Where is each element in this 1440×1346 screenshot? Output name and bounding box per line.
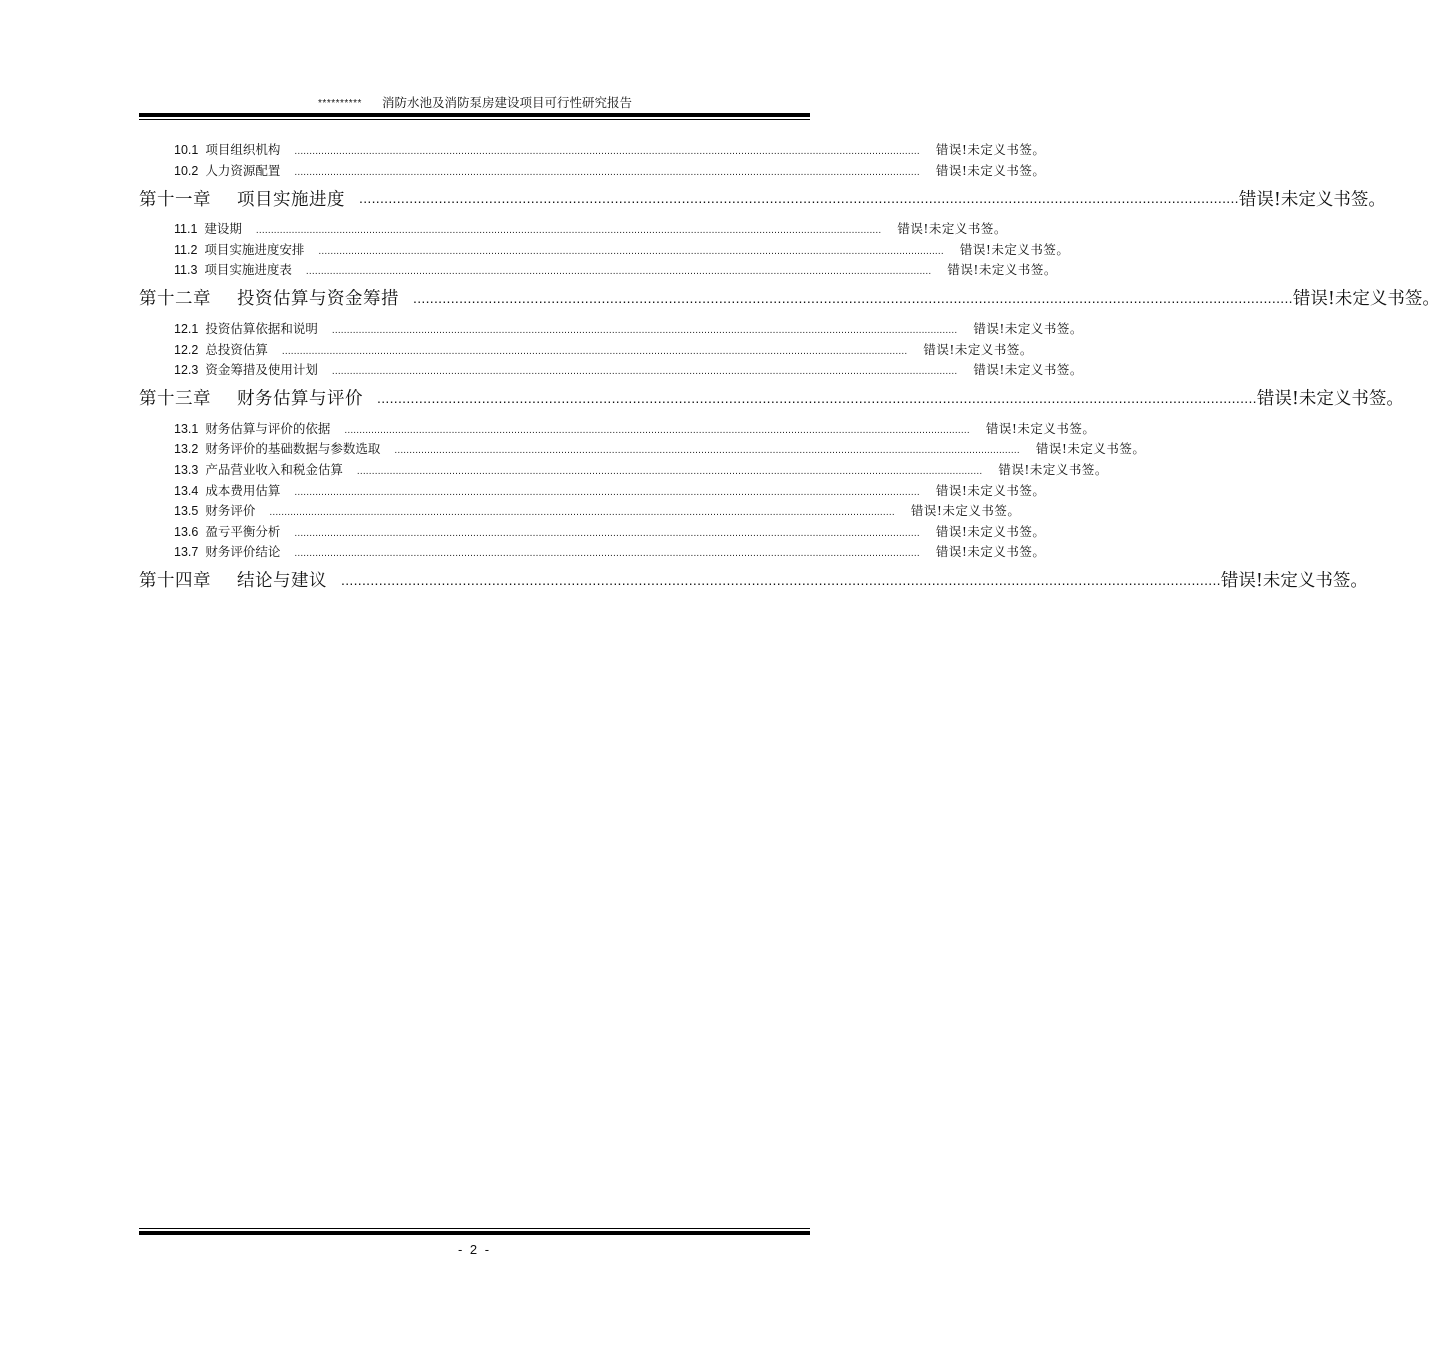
- toc-dot-leader: ..................................................................................................................................................................................................................: [294, 548, 920, 560]
- toc-dot-leader: ..................................................................................................................................................................................................................: [331, 324, 958, 336]
- toc-section-entry[interactable]: [139, 319, 1083, 340]
- toc-dot-leader: ..................................................................................................................................................................................................................: [269, 507, 895, 519]
- page-header: [140, 93, 810, 111]
- toc-entry-title: 项目组织机构: [205, 142, 281, 157]
- header-rule-thick: [139, 113, 810, 117]
- toc-chapter-entry[interactable]: [139, 181, 1386, 215]
- header-masked-name: **********: [318, 98, 362, 109]
- toc-entry-title: 项目实施进度安排: [204, 241, 305, 257]
- toc-dot-leader: ..................................................................................................................................................................................................................: [359, 190, 1239, 207]
- toc-entry-number: 10.2: [174, 163, 199, 178]
- page-number: - 2 -: [457, 1242, 492, 1257]
- toc-section-entry[interactable]: [139, 542, 1046, 563]
- toc-entry-title: 投资估算依据和说明: [205, 320, 318, 336]
- toc-dot-leader: ..................................................................................................................................................................................................................: [318, 245, 944, 257]
- toc-entry-page-ref: 错误!未定义书签。: [1035, 441, 1146, 457]
- toc-chapter-entry[interactable]: [139, 381, 1404, 415]
- toc-entry-number: 第十三章: [139, 389, 211, 410]
- toc-entry-page-ref: 错误!未定义书签。: [935, 482, 1046, 498]
- toc-dot-leader: ..................................................................................................................................................................................................................: [413, 289, 1293, 306]
- toc-entry-title: 财务评价的基础数据与参数选取: [205, 441, 381, 457]
- toc-dot-leader: ..................................................................................................................................................................................................................: [294, 146, 920, 157]
- toc-entry-page-ref: 错误!未定义书签。: [897, 221, 1007, 237]
- toc-entry-page-ref: 错误!未定义书签。: [985, 420, 1096, 436]
- toc-entry-title: 财务评价结论: [205, 544, 281, 560]
- toc-section-entry[interactable]: [139, 219, 1007, 240]
- toc-entry-number: 10.1: [174, 143, 199, 157]
- toc-section-entry[interactable]: [139, 161, 1046, 182]
- toc-section-entry[interactable]: [139, 240, 1070, 261]
- toc-entry-title: 投资估算与资金筹措: [237, 289, 399, 310]
- toc-dot-leader: ..................................................................................................................................................................................................................: [331, 366, 958, 378]
- toc-section-entry[interactable]: [139, 140, 1046, 161]
- header-title: 消防水池及消防泵房建设项目可行性研究报告: [381, 95, 632, 110]
- toc-entry-number: 11.1: [174, 222, 198, 237]
- toc-entry-page-ref: 错误!未定义书签。: [1238, 189, 1386, 210]
- toc-entry-title: 结论与建议: [237, 571, 327, 592]
- toc-dot-leader: ..................................................................................................................................................................................................................: [377, 389, 1257, 406]
- toc-entry-page-ref: 错误!未定义书签。: [998, 461, 1108, 477]
- toc-section-entry[interactable]: [139, 360, 1083, 381]
- toc-dot-leader: ..................................................................................................................................................................................................................: [305, 266, 932, 278]
- toc-entry-number: 11.2: [174, 242, 198, 257]
- toc-entry-title: 成本费用估算: [205, 482, 281, 498]
- toc-entry-page-ref: 错误!未定义书签。: [973, 320, 1083, 336]
- toc-entry-number: 13.1: [174, 421, 199, 436]
- toc-entry-page-ref: 错误!未定义书签。: [1220, 571, 1368, 592]
- toc-entry-page-ref: 错误!未定义书签。: [973, 362, 1083, 378]
- toc-section-entry[interactable]: [139, 501, 1021, 522]
- toc-entry-number: 第十四章: [139, 571, 211, 592]
- toc-dot-leader: ..................................................................................................................................................................................................................: [356, 465, 983, 477]
- toc-dot-leader: ..................................................................................................................................................................................................................: [281, 345, 908, 357]
- toc-entry-number: 13.2: [174, 442, 199, 457]
- toc-entry-title: 总投资估算: [205, 341, 268, 357]
- toc-section-entry[interactable]: [139, 522, 1046, 543]
- toc-entry-number: 13.3: [174, 462, 199, 477]
- toc-entry-title: 项目实施进度: [237, 189, 345, 210]
- toc-entry-page-ref: 错误!未定义书签。: [910, 503, 1021, 519]
- toc-entry-number: 13.5: [174, 504, 199, 519]
- table-of-contents: [139, 140, 1440, 601]
- toc-entry-title: 产品营业收入和税金估算: [205, 461, 343, 477]
- toc-section-entry[interactable]: [139, 260, 1057, 281]
- toc-dot-leader: ..................................................................................................................................................................................................................: [294, 486, 920, 498]
- toc-entry-page-ref: 错误!未定义书签。: [935, 544, 1046, 560]
- toc-entry-number: 12.2: [174, 342, 199, 357]
- toc-entry-page-ref: 错误!未定义书签。: [947, 262, 1057, 278]
- toc-section-entry[interactable]: [139, 460, 1108, 481]
- toc-chapter-entry[interactable]: [139, 563, 1368, 597]
- toc-entry-page-ref: 错误!未定义书签。: [935, 142, 1046, 157]
- toc-entry-title: 项目实施进度表: [204, 262, 292, 278]
- toc-entry-number: 13.4: [174, 483, 199, 498]
- toc-dot-leader: ..................................................................................................................................................................................................................: [344, 424, 970, 436]
- toc-entry-number: 13.6: [174, 524, 199, 539]
- toc-entry-page-ref: 错误!未定义书签。: [959, 241, 1070, 257]
- toc-dot-leader: ..................................................................................................................................................................................................................: [255, 225, 882, 237]
- toc-entry-page-ref: 错误!未定义书签。: [1256, 389, 1404, 410]
- toc-dot-leader: ..................................................................................................................................................................................................................: [394, 445, 1020, 457]
- toc-entry-number: 11.3: [174, 263, 198, 278]
- footer-rule-thin: [139, 1228, 810, 1229]
- toc-section-entry[interactable]: [139, 340, 1033, 361]
- toc-entry-number: 第十二章: [139, 289, 211, 310]
- toc-entry-page-ref: 错误!未定义书签。: [923, 341, 1033, 357]
- toc-entry-number: 12.3: [174, 363, 199, 378]
- toc-section-entry[interactable]: [139, 419, 1096, 440]
- toc-entry-title: 人力资源配置: [205, 162, 281, 178]
- toc-entry-page-ref: 错误!未定义书签。: [935, 523, 1046, 539]
- toc-entry-page-ref: 错误!未定义书签。: [1292, 289, 1440, 310]
- toc-entry-title: 建设期: [204, 221, 242, 237]
- toc-section-entry[interactable]: [139, 439, 1146, 460]
- toc-entry-title: 财务评价: [205, 503, 256, 519]
- toc-dot-leader: ..................................................................................................................................................................................................................: [341, 571, 1221, 588]
- toc-entry-number: 13.7: [174, 545, 199, 560]
- toc-entry-title: 资金筹措及使用计划: [205, 362, 318, 378]
- toc-entry-page-ref: 错误!未定义书签。: [935, 162, 1046, 178]
- toc-entry-title: 财务估算与评价的依据: [205, 420, 331, 436]
- toc-entry-number: 12.1: [174, 321, 199, 336]
- toc-entry-number: 第十一章: [139, 189, 211, 210]
- toc-chapter-entry[interactable]: [139, 281, 1440, 315]
- toc-entry-title: 盈亏平衡分析: [205, 523, 281, 539]
- toc-dot-leader: ..................................................................................................................................................................................................................: [294, 527, 920, 539]
- toc-entry-title: 财务估算与评价: [237, 389, 363, 410]
- footer-rule-thick: [139, 1231, 810, 1235]
- toc-dot-leader: ..................................................................................................................................................................................................................: [294, 166, 920, 178]
- toc-section-entry[interactable]: [139, 481, 1046, 502]
- header-rule-thin: [139, 119, 810, 120]
